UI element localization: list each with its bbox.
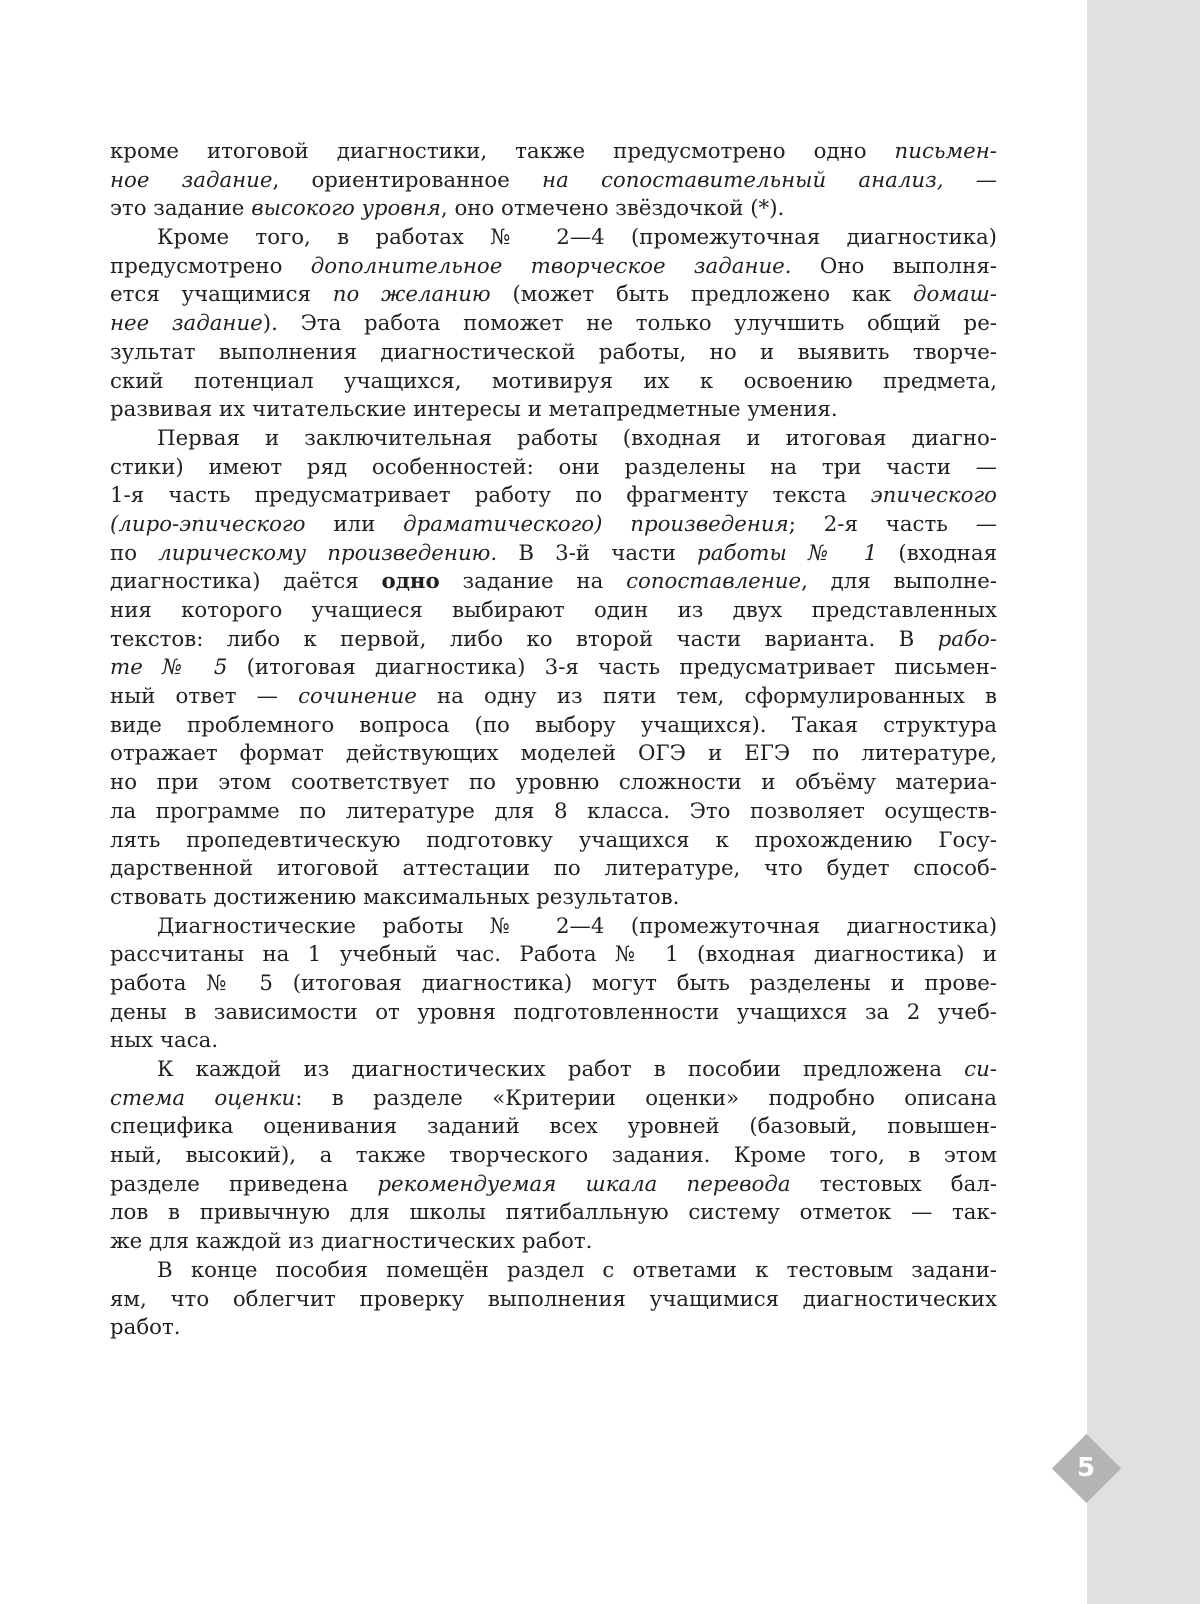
text-line [110,425,997,454]
text-segment: , для выполне- [801,569,997,595]
text-segment: предусмотрено [110,253,311,279]
text-line [110,224,997,253]
text-segment: специфика оценивания заданий всех уровней (базовый, повышен- [110,1114,997,1140]
text-line [110,941,997,970]
text-segment: ям, что облегчит проверку выполнения учащимися диагностических [110,1286,997,1312]
text-line [110,281,997,310]
text-segment: ствовать достижению максимальных результатов. [110,884,680,910]
text-segment: кроме итоговой диагностики, также предусмотрено одно [110,139,895,164]
text-segment: текстов: либо к первой, либо ко второй части варианта. В [110,626,938,652]
text-line [110,568,997,597]
text-segment: рассчитаны на 1 учебный час. Работа № 1 (входная диагностика) и [110,942,997,968]
text-segment: задание на [439,569,627,595]
italic-text: рабо- [937,626,997,652]
text-line [110,396,997,425]
text-segment: работа № 5 (итоговая диагностика) могут быть разделены и прове- [110,970,997,996]
text-segment: (итоговая диагностика) 3-я часть предусматривает письмен- [227,655,997,681]
text-segment: зультат выполнения диагностической работы, но и выявить творче- [110,339,997,365]
text-segment: , оно отмечено звёздочкой (*). [440,196,785,222]
text-line [110,654,997,683]
page-margin-strip [1087,0,1200,1604]
text-segment: или [305,511,404,537]
text-segment: виде проблемного вопроса (по выбору учащихся). Такая структура [110,712,997,738]
italic-text: стема оценки [110,1085,296,1111]
text-line [110,1027,997,1056]
text-line [110,454,997,483]
text-line [110,1113,997,1142]
bold-text: одно [381,569,440,595]
text-line [110,138,997,167]
text-line [110,855,997,884]
text-segment: лов в привычную для школы пятибалльную систему отметок — так- [110,1200,997,1226]
text-segment: ется учащимися [110,282,333,308]
text-segment: лять пропедевтическую подготовку учащихся к прохождению Госу- [110,827,997,853]
text-segment: Диагностические работы № 2—4 (промежуточная диагностика) [157,913,997,939]
italic-text: высокого уровня [251,196,441,222]
text-segment: В 3-й части [497,540,698,566]
page-number: 5 [1076,1453,1096,1483]
text-segment: Кроме того, в работах № 2—4 (промежуточная диагностика) [157,225,997,251]
italic-text: сочинение [298,684,417,710]
italic-text: сопоставление [626,569,802,595]
italic-text: ное задание [110,167,273,193]
text-line [110,1314,997,1343]
italic-text: нее задание [110,311,263,337]
text-segment: дены в зависимости от уровня подготовленности учащихся за 2 учеб- [110,999,997,1025]
text-line [110,884,997,913]
text-segment: это задание [110,196,252,222]
text-line [110,626,997,655]
text-line [110,1228,997,1257]
body-text [110,138,997,1343]
text-segment: отражает формат действующих моделей ОГЭ и ЕГЭ по литературе, [110,741,997,767]
text-segment: диагностика) даётся [110,569,382,595]
text-segment: дарственной итоговой аттестации по литературе, что будет способ- [110,856,997,882]
italic-text: по желанию [332,282,491,308]
text-segment: ; 2-я часть — [788,511,997,537]
text-segment: Оно выполня- [791,253,997,279]
text-segment: тестовых бал- [790,1171,997,1197]
text-segment: стики) имеют ряд особенностей: они разделены на три части — [110,454,997,480]
text-line [110,769,997,798]
text-segment: (может быть предложено как [490,282,913,308]
text-segment: разделе приведена [110,1171,378,1197]
text-segment: ный ответ — [110,684,299,710]
text-line [110,511,997,540]
italic-text: работы № 1 [697,540,878,566]
text-line [110,1056,997,1085]
text-line [110,970,997,999]
text-segment: но при этом соответствует по уровню сложности и объёму материа- [110,770,997,796]
text-line [110,1199,997,1228]
italic-text: си- [964,1057,997,1082]
italic-text: (лиро-эпического [110,511,306,537]
text-segment: ных часа. [110,1028,219,1054]
text-line [110,339,997,368]
text-segment: ния которого учащиеся выбирают один из двух представленных [110,598,997,623]
text-line [110,712,997,741]
text-line [110,195,997,224]
text-segment: развивая их читательские интересы и метапредметные умения. [110,397,838,423]
text-segment: на одну из пяти тем, сформулированных в [416,684,997,710]
italic-text: на сопоставительный анализ, [542,167,944,193]
italic-text: рекомендуемая шкала перевода [377,1171,791,1197]
italic-text: лирическому произведению. [158,540,498,566]
text-segment: ский потенциал учащихся, мотивируя их к освоению предмета, [110,368,997,394]
text-line [110,253,997,282]
text-line [110,310,997,339]
text-segment: ). Эта работа поможет не только улучшить общий ре- [262,311,997,337]
text-segment: В конце пособия помещён раздел с ответами к тестовым задани- [157,1257,997,1283]
text-line [110,1286,997,1315]
text-line [110,597,997,626]
text-line [110,482,997,511]
text-line [110,1142,997,1171]
text-segment: К каждой из диагностических работ в пособии предложена [157,1057,965,1082]
text-segment: , ориентированное [272,167,543,193]
text-line [110,1257,997,1286]
text-segment: — [943,167,997,193]
text-segment: (входная [877,540,998,566]
italic-text: домаш- [912,282,997,308]
italic-text: дополнительное творческое задание. [310,253,792,279]
text-segment: Первая и заключительная работы (входная и итоговая диагно- [157,425,997,451]
text-line [110,167,997,196]
text-line [110,827,997,856]
text-line [110,913,997,942]
text-line [110,798,997,827]
text-segment: же для каждой из диагностических работ. [110,1229,593,1255]
italic-text: эпического [870,483,997,509]
text-segment: ла программе по литературе для 8 класса. Это позволяет осуществ- [110,798,997,824]
text-line [110,740,997,769]
text-line [110,368,997,397]
text-line [110,683,997,712]
italic-text: те № 5 [110,655,228,681]
text-segment: работ. [110,1315,181,1341]
text-line [110,1085,997,1114]
text-segment: ный, высокий), а также творческого задания. Кроме того, в этом [110,1143,997,1169]
text-segment: 1-я часть предусматривает работу по фрагменту текста [110,483,871,509]
text-line [110,1171,997,1200]
italic-text: письмен- [894,139,997,164]
italic-text: драматического) произведения [403,511,789,537]
text-segment: по [110,540,159,566]
text-line [110,540,997,569]
text-line [110,999,997,1028]
text-segment: : в разделе «Критерии оценки» подробно описана [295,1085,997,1111]
